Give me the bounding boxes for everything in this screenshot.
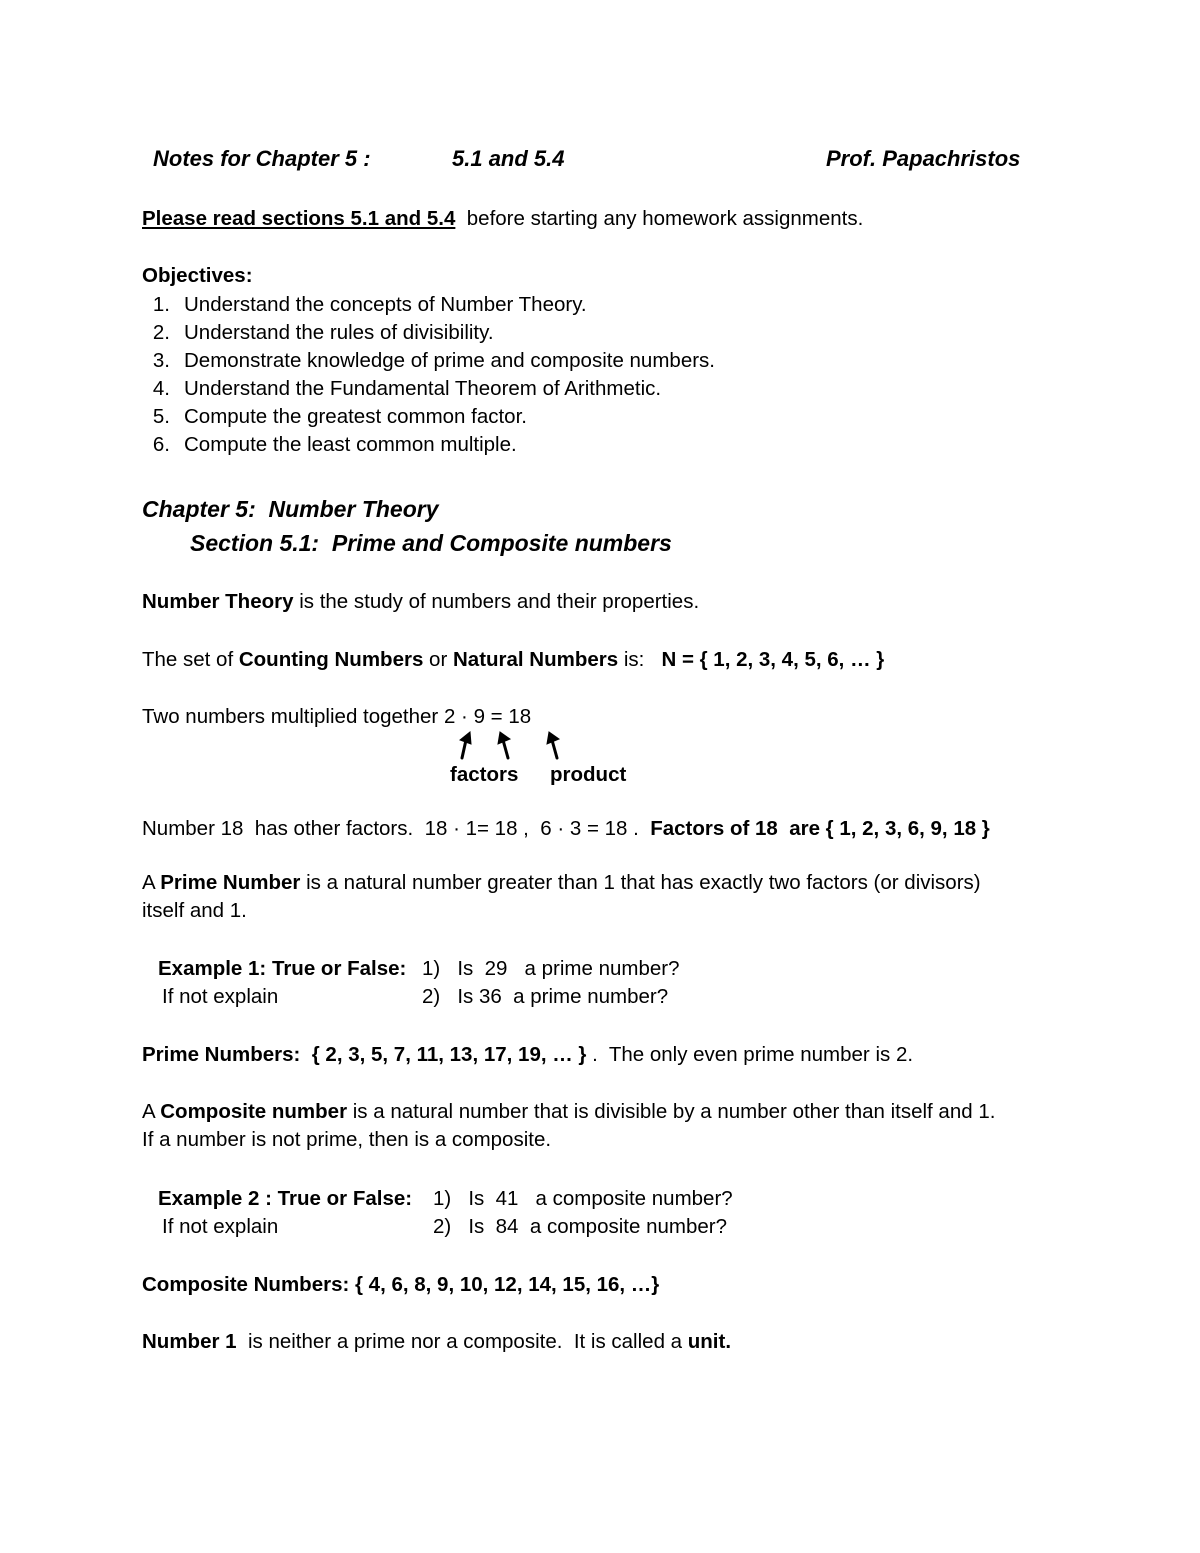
intro-underlined: Please read sections 5.1 and 5.4: [142, 207, 456, 230]
objective-item: 3. Demonstrate knowledge of prime and composite numbers.: [152, 349, 715, 372]
example1-question-2: 2) Is 36 a prime number?: [422, 985, 669, 1008]
objective-item: 2. Understand the rules of divisibility.: [152, 321, 494, 344]
composite-definition: A Composite number is a natural number that is divisible by a number other than itself and 1. If a number is not prime, then is a composite.: [142, 1100, 996, 1151]
product-label: product: [550, 763, 627, 786]
intro-rest: before starting any homework assignments.: [455, 207, 864, 230]
prime-definition: A Prime Number is a natural number greater than 1 that has exactly two factors (or divisors) itself and 1.: [142, 871, 981, 922]
example1-sub: If not explain: [162, 985, 279, 1008]
objective-item: 4. Understand the Fundamental Theorem of Arithmetic.: [152, 377, 662, 400]
objectives-list: [142, 291, 715, 459]
multiplication-line: Two numbers multiplied together 2 · 9 = 18: [142, 705, 532, 728]
example2-label: Example 2 : True or False:: [158, 1187, 413, 1210]
intro-line: [142, 205, 863, 233]
natural-numbers-line: The set of Counting Numbers or Natural Numbers is: N = { 1, 2, 3, 4, 5, 6, … }: [142, 648, 885, 671]
prime-numbers-line: Prime Numbers: { 2, 3, 5, 7, 11, 13, 17, 19, … } . The only even prime number is 2.: [142, 1043, 914, 1066]
header-left: Notes for Chapter 5 :: [153, 146, 371, 171]
factor-arrows: [440, 728, 580, 762]
unit-line: Number 1 is neither a prime nor a composite. It is called a unit.: [142, 1330, 732, 1353]
section-title: Section 5.1: Prime and Composite numbers: [190, 530, 672, 556]
header-right: Prof. Papachristos: [826, 146, 1021, 171]
objective-item: 5. Compute the greatest common factor.: [152, 405, 527, 428]
chapter-title: Chapter 5: Number Theory: [142, 496, 439, 522]
composite-numbers-line: Composite Numbers: { 4, 6, 8, 9, 10, 12, 14, 15, 16, …}: [142, 1273, 660, 1296]
number-theory-definition: Number Theory is the study of numbers and their properties.: [142, 590, 700, 613]
example2-question-2: 2) Is 84 a composite number?: [433, 1215, 727, 1238]
objective-item: 6. Compute the least common multiple.: [152, 433, 517, 456]
example1-label: Example 1: True or False:: [158, 957, 407, 980]
example1-question-1: 1) Is 29 a prime number?: [422, 957, 680, 980]
factors-label: factors: [450, 763, 519, 786]
objective-item: 1. Understand the concepts of Number Theory.: [152, 293, 587, 316]
objectives-heading: Objectives:: [142, 264, 253, 287]
header-middle: 5.1 and 5.4: [452, 146, 565, 171]
factors-of-18-line: Number 18 has other factors. 18 · 1= 18 , 6 · 3 = 18 . Factors of 18 are { 1, 2, 3, 6, 9, 18 }: [142, 817, 990, 840]
example2-sub: If not explain: [162, 1215, 279, 1238]
example2-question-1: 1) Is 41 a composite number?: [433, 1187, 733, 1210]
